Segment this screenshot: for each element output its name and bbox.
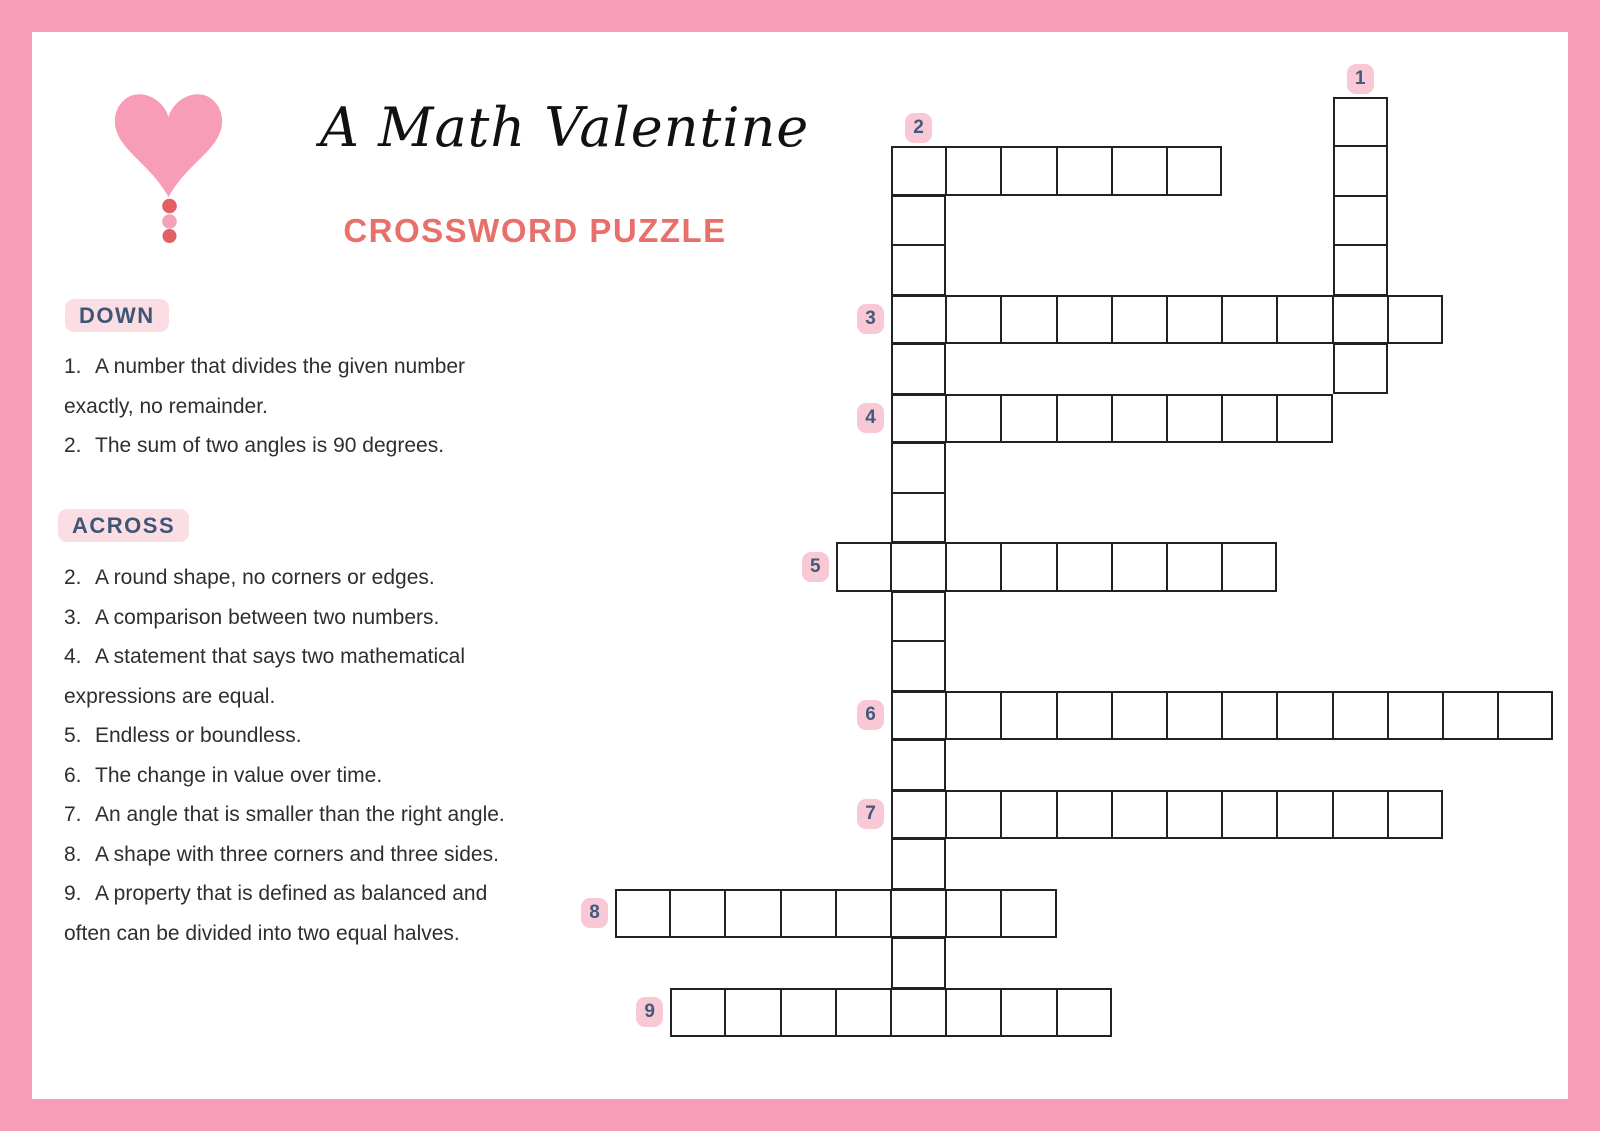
clue-text: A statement that says two mathematical [95,645,466,668]
page-title: A Math Valentine [320,96,810,159]
clue-number-badge-across-6: 6 [857,700,884,730]
cell-divider [1056,693,1058,739]
cell-divider [1221,297,1223,343]
cell-divider [724,990,726,1036]
cell-divider [1332,297,1334,343]
cell-divider [1221,693,1223,739]
cell-divider [835,990,837,1036]
cell-divider [1166,544,1168,590]
clue-number: 7. [64,803,82,826]
cell-divider [1276,297,1278,343]
clue-number-badge-down-2: 2 [905,113,932,143]
cell-divider [1000,297,1002,343]
answer-strip-across-7[interactable] [891,790,1443,840]
cell-divider [1166,148,1168,194]
cell-divider [1332,693,1334,739]
cell-divider [1335,145,1386,147]
cell-divider [1166,792,1168,838]
cell-divider [890,891,892,937]
clue-text: A round shape, no corners or edges. [95,566,435,589]
clue-number: 2. [64,566,82,589]
cell-divider [1276,792,1278,838]
cell-divider [724,891,726,937]
cell-divider [1000,544,1002,590]
clue-number-badge-across-9: 9 [636,997,663,1027]
cell-divider [1276,396,1278,442]
cell-divider [1056,544,1058,590]
cell-divider [1000,990,1002,1036]
clue-text: The sum of two angles is 90 degrees. [95,434,445,457]
cell-divider [1056,792,1058,838]
clue-number-badge-across-3: 3 [857,304,884,334]
cell-divider [1000,792,1002,838]
cell-divider [1442,693,1444,739]
cell-divider [945,297,947,343]
clue-text: often can be divided into two equal halves. [64,921,460,945]
clue-number-badge-across-7: 7 [857,799,884,829]
cell-divider [835,891,837,937]
cell-divider [1221,544,1223,590]
cell-divider [1387,693,1389,739]
clue-number-badge-across-4: 4 [857,403,884,433]
cell-divider [1335,195,1386,197]
clue-text: An angle that is smaller than the right angle. [95,803,505,826]
clue-number-badge-down-1: 1 [1347,64,1374,94]
clue-text: A shape with three corners and three sides. [95,842,499,866]
cell-divider [893,244,944,246]
answer-strip-across-8[interactable] [615,889,1057,939]
cell-divider [1111,792,1113,838]
clue-text: exactly, no remainder. [64,394,268,418]
cell-divider [780,990,782,1036]
clue-number-badge-across-5: 5 [802,552,829,582]
answer-strip-across-9[interactable] [670,988,1112,1038]
clue-number: 2. [64,434,82,457]
worksheet-sheet [32,32,1568,1099]
cell-divider [1166,396,1168,442]
clue-number: 8. [64,842,82,866]
cell-divider [890,990,892,1036]
cell-divider [1335,244,1386,246]
cell-divider [1387,297,1389,343]
clue-text: A number that divides the given number [95,355,466,378]
clue-number: 1. [64,355,82,378]
cell-divider [945,544,947,590]
clue-text: expressions are equal. [64,684,276,708]
cell-divider [1221,792,1223,838]
cell-divider [1221,396,1223,442]
cell-divider [1056,396,1058,442]
clue-number-badge-across-8: 8 [581,898,608,928]
cell-divider [1111,544,1113,590]
cell-divider [780,891,782,937]
clue-number: 5. [64,724,82,747]
clue-text: A comparison between two numbers. [95,605,440,629]
cell-divider [1056,297,1058,343]
crossword-grid [32,32,1568,1099]
cell-divider [945,148,947,194]
answer-strip-across-4[interactable] [891,394,1333,444]
cell-divider [1056,990,1058,1036]
page-subtitle: CROSSWORD PUZZLE [343,212,727,249]
cell-divider [1000,148,1002,194]
cell-divider [890,544,892,590]
cell-divider [1000,396,1002,442]
answer-strip-across-6[interactable] [891,691,1553,741]
cell-divider [1111,693,1113,739]
clue-number: 6. [64,763,82,787]
cell-divider [945,792,947,838]
clue-text: A property that is defined as balanced and [95,882,488,905]
clue-text: Endless or boundless. [95,724,302,747]
cell-divider [1387,792,1389,838]
cell-divider [1000,891,1002,937]
down-section-label: DOWN [65,299,169,332]
cell-divider [1000,693,1002,739]
cell-divider [945,693,947,739]
cell-divider [1056,148,1058,194]
cell-divider [893,640,944,642]
cell-divider [945,396,947,442]
cell-divider [1111,148,1113,194]
clue-number: 9. [64,882,82,905]
cell-divider [893,492,944,494]
across-section-label: ACROSS [58,509,189,542]
answer-strip-across-2[interactable] [891,146,1222,196]
cell-divider [1166,297,1168,343]
cell-divider [945,891,947,937]
cell-divider [945,990,947,1036]
clue-number: 3. [64,605,82,629]
clue-text: The change in value over time. [95,763,383,787]
cell-divider [669,891,671,937]
answer-strip-down-1[interactable] [1333,97,1388,394]
cell-divider [1111,396,1113,442]
cell-divider [1111,297,1113,343]
cell-divider [1276,693,1278,739]
answer-strip-across-3[interactable] [891,295,1443,345]
cell-divider [1332,792,1334,838]
cell-divider [1166,693,1168,739]
cell-divider [1497,693,1499,739]
clue-number: 4. [64,645,82,668]
answer-strip-across-5[interactable] [836,542,1278,592]
